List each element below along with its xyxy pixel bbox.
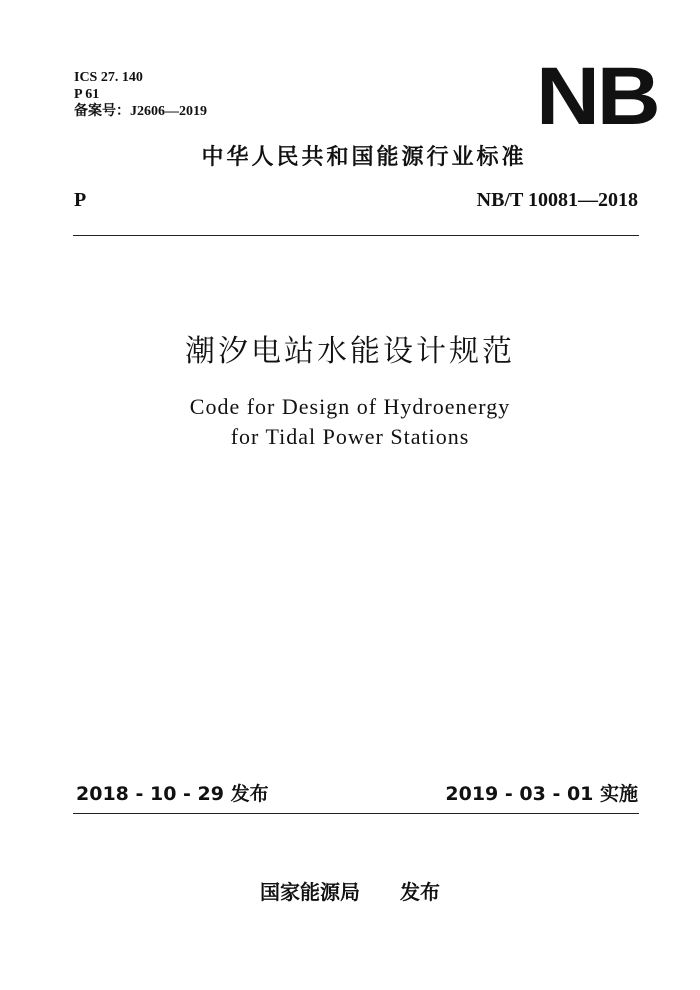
classification-code: P 61 <box>74 87 100 102</box>
title-chinese: 潮汐电站水能设计规范 <box>185 334 515 369</box>
ics-code: ICS 27. 140 <box>74 70 143 85</box>
standard-category-title: 中华人民共和国能源行业标准 <box>201 145 527 170</box>
implementation-date: 2019 - 03 - 01 实施 <box>445 783 638 805</box>
filing-number: 备案号：J2606—2019 <box>74 104 207 119</box>
category-letter: P <box>74 189 87 211</box>
release-date: 2018 - 10 - 29 发布 <box>76 783 269 805</box>
publisher-action: 发布 <box>400 880 440 904</box>
title-english-line1: Code for Design of Hydroenergy <box>189 394 511 419</box>
standard-number: NB/T 10081—2018 <box>476 189 638 211</box>
publisher-name: 国家能源局 <box>260 880 360 904</box>
publisher <box>0 878 700 906</box>
title-english-line2: for Tidal Power Stations <box>230 424 470 449</box>
top-divider <box>73 235 639 236</box>
nb-logo: NB <box>536 51 658 142</box>
bottom-divider <box>73 813 639 814</box>
